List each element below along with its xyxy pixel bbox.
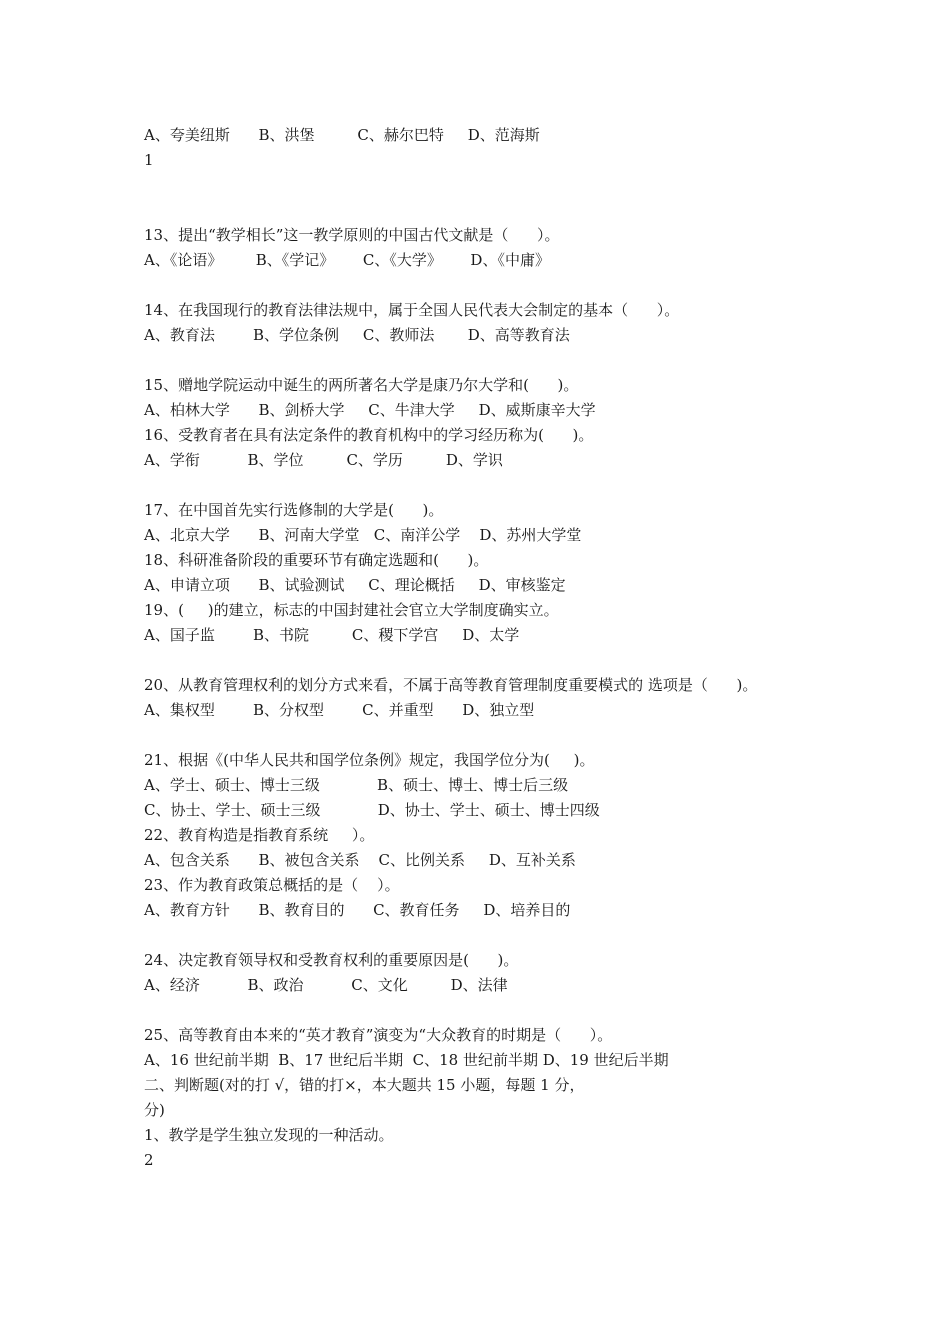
page-number: 2 [144,1151,154,1169]
q25-options: A、16 世纪前半期 B、17 世纪后半期 C、18 世纪前半期 D、19 世纪后半期 [144,1051,669,1069]
q14-options: A、教育法 B、学位条例 C、教师法 D、高等教育法 [144,326,570,344]
question-24: 24、决定教育领导权和受教育权利的重要原因是( )。 [144,951,519,969]
spacer [144,173,844,223]
q16-options: A、学衔 B、学位 C、学历 D、学识 [144,451,503,469]
q23-options: A、教育方针 B、教育目的 C、教育任务 D、培养目的 [144,901,571,919]
question-21: 21、根据《(中华人民共和国学位条例》规定，我国学位分为( )。 [144,751,595,769]
q18-options: A、申请立项 B、试验测试 C、理论概括 D、审核鉴定 [144,576,566,594]
page-number: 1 [144,151,154,169]
section-2-heading-cont: 分) [144,1101,165,1119]
q20-options: A、集权型 B、分权型 C、并重型 D、独立型 [144,701,535,719]
tf-question-1: 1、教学是学生独立发现的一种活动。 [144,1126,394,1144]
q24-options: A、经济 B、政治 C、文化 D、法律 [144,976,508,994]
spacer [144,998,844,1023]
spacer [144,473,844,498]
q22-options: A、包含关系 B、被包含关系 C、比例关系 D、互补关系 [144,851,576,869]
question-23: 23、作为教育政策总概括的是（ ）。 [144,876,400,894]
spacer [144,723,844,748]
q15-options: A、柏林大学 B、剑桥大学 C、牛津大学 D、威斯康辛大学 [144,401,596,419]
question-13: 13、提出“教学相长”这一教学原则的中国古代文献是（ ）。 [144,226,560,244]
document-page [144,123,844,1173]
section-2-heading: 二、判断题(对的打 √，错的打×，本大题共 15 小题，每题 1 分， [144,1076,585,1094]
question-25: 25、高等教育由本来的“英才教育”演变为“大众教育的时期是（ ）。 [144,1026,613,1044]
q19-options: A、国子监 B、书院 C、稷下学宫 D、太学 [144,626,520,644]
question-16: 16、受教育者在具有法定条件的教育机构中的学习经历称为( )。 [144,426,594,444]
q12-options: A、夸美纽斯 B、洪堡 C、赫尔巴特 D、范海斯 [144,126,540,144]
spacer [144,348,844,373]
q13-options: A、《论语》 B、《学记》 C、《大学》 D、《中庸》 [144,251,550,269]
question-22: 22、教育构造是指教育系统 ）。 [144,826,375,844]
q21-options-ab: A、学士、硕士、博士三级 B、硕士、博士、博士后三级 [144,776,569,794]
question-20: 20、从教育管理权利的划分方式来看，不属于高等教育管理制度重要模式的 选项是（ )。 [144,676,758,694]
question-17: 17、在中国首先实行选修制的大学是( )。 [144,501,444,519]
spacer [144,273,844,298]
question-15: 15、赠地学院运动中诞生的两所著名大学是康乃尔大学和( )。 [144,376,579,394]
question-18: 18、科研准备阶段的重要环节有确定选题和( )。 [144,551,489,569]
question-14: 14、在我国现行的教育法律法规中，属于全国人民代表大会制定的基本（ ）。 [144,301,680,319]
spacer [144,648,844,673]
q17-options: A、北京大学 B、河南大学堂 C、南洋公学 D、苏州大学堂 [144,526,582,544]
spacer [144,923,844,948]
q21-options-cd: C、协士、学士、硕士三级 D、协士、学士、硕士、博士四级 [144,801,600,819]
question-19: 19、( )的建立，标志的中国封建社会官立大学制度确实立。 [144,601,559,619]
